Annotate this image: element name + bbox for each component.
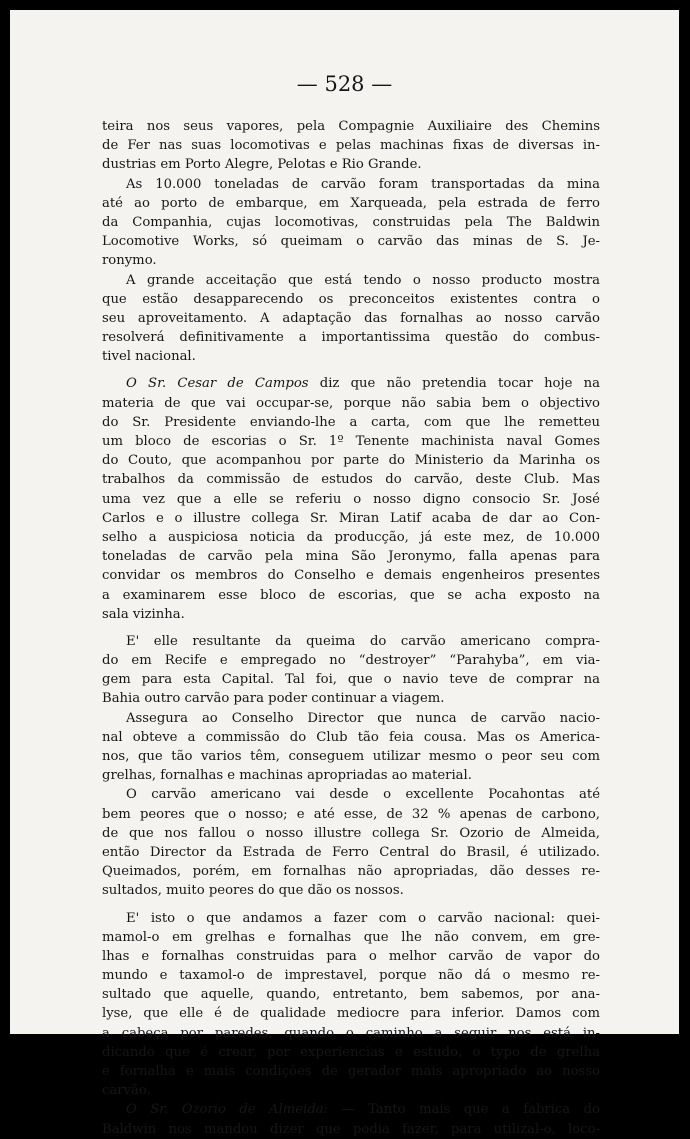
text-line: de Fer nas suas locomotivas e pelas machinas fixas de diversas in- bbox=[102, 138, 600, 154]
text-line: do Sr. Presidente enviando-lhe a carta, com que lhe remetteu bbox=[102, 414, 600, 430]
paragraph bbox=[102, 175, 600, 271]
text-line: sala vizinha. bbox=[102, 606, 185, 622]
paragraph bbox=[102, 785, 600, 900]
text-line bbox=[102, 1100, 600, 1119]
text-line: então Director da Estrada de Ferro Central do Brasil, é utilizado. bbox=[102, 844, 600, 860]
paragraph bbox=[102, 374, 600, 623]
text-line: dicando que é crear, por experiencias e estudo, o typo de grelha bbox=[102, 1044, 600, 1060]
text-line: lyse, que elle é de qualidade mediocre para inferior. Damos com bbox=[102, 1006, 600, 1022]
text-line: O carvão americano vai desde o excellente Pocahontas até bbox=[126, 787, 600, 803]
text-line: Carlos e o illustre collega Sr. Miran Latif acaba de dar ao Con- bbox=[102, 510, 600, 526]
paragraph bbox=[102, 709, 600, 786]
paragraph bbox=[102, 117, 600, 175]
text-line: seu aproveitamento. A adaptação das fornalhas ao nosso carvão bbox=[102, 310, 600, 326]
page-number: — 528 — bbox=[296, 72, 393, 96]
text-line: nos, que tão varios têm, conseguem utilizar mesmo o peor seu com bbox=[102, 749, 600, 764]
text-line: nal obteve a commissão do Club tão feia cousa. Mas os America- bbox=[102, 729, 600, 745]
text-line: da Companhia, cujas locomotivas, construidas pela The Baldwin bbox=[102, 214, 600, 230]
text-line: que estão desapparecendo os preconceitos existentes contra o bbox=[102, 291, 600, 307]
text-line: Locomotive Works, só queimam o carvão das minas de S. Je- bbox=[102, 234, 600, 250]
text-line: Queimados, porém, em fornalhas não apropriadas, dão desses re- bbox=[102, 864, 600, 880]
text-line: de que nos fallou o nosso illustre collega Sr. Ozorio de Almeida, bbox=[102, 825, 600, 841]
text-line: e fornalha e mais condições de gerador mais apropriado ao nosso bbox=[102, 1064, 600, 1079]
text-line: bem peores que o nosso; e até esse, de 32 % apenas de carbono, bbox=[102, 806, 600, 822]
text-line: uma vez que a elle se referiu o nosso digno consocio Sr. José bbox=[102, 491, 600, 507]
text-line: sultados, muito peores do que dão os nossos. bbox=[102, 883, 404, 899]
speaker-name: O Sr. Cesar de Campos bbox=[126, 376, 309, 392]
text-line: resolverá definitivamente a importantissima questão do combus- bbox=[102, 330, 600, 346]
paragraph bbox=[102, 632, 600, 709]
text-line: Assegura ao Conselho Director que nunca de carvão nacio- bbox=[126, 710, 600, 726]
text-line: carvão. bbox=[102, 1083, 151, 1099]
text-line: trabalhos da commissão de estudos do carvão, deste Club. Mas bbox=[102, 472, 600, 488]
speech-text: — Tanto mais que a fabrica do bbox=[328, 1102, 600, 1118]
paragraph bbox=[102, 1100, 600, 1138]
text-line: a examinarem esse bloco de escorias, que se acha exposto na bbox=[102, 587, 600, 603]
text-line: mundo e taxamol-o de imprestavel, porque não dá o mesmo re- bbox=[102, 968, 600, 984]
paragraph bbox=[102, 909, 600, 1101]
speaker-name: O Sr. Ozorio de Almeida: bbox=[126, 1102, 329, 1118]
body-text bbox=[102, 117, 600, 1139]
text-line: Baldwin nos mandou dizer que podia fazer, para utilizal-o, loco- bbox=[102, 1121, 600, 1137]
text-line: E' elle resultante da queima do carvão americano compra- bbox=[126, 633, 600, 649]
scanned-page bbox=[10, 10, 679, 1137]
text-line bbox=[102, 374, 600, 393]
text-line: tivel nacional. bbox=[102, 349, 196, 365]
text-line: mamol-o em grelhas e fornalhas que lhe não convem, em gre- bbox=[102, 929, 600, 945]
text-line: do Couto, que acompanhou por parte do Ministerio da Marinha os bbox=[102, 453, 600, 469]
text-line: ronymo. bbox=[102, 253, 157, 269]
text-line: E' isto o que andamos a fazer com o carvão nacional: quei- bbox=[126, 910, 600, 926]
paragraph bbox=[102, 271, 600, 367]
text-line: toneladas de carvão pela mina São Jeronymo, falla apenas para bbox=[102, 549, 600, 565]
text-line: As 10.000 toneladas de carvão foram transportadas da mina bbox=[126, 176, 600, 192]
text-line: um bloco de escorias o Sr. 1º Tenente machinista naval Gomes bbox=[102, 434, 600, 449]
text-line: grelhas, fornalhas e machinas apropriadas ao material. bbox=[102, 768, 472, 784]
text-line: materia de que vai occupar-se, porque não sabia bem o objectivo bbox=[102, 395, 600, 411]
text-line: sultado que aquelle, quando, entretanto, bem sabemos, por ana- bbox=[102, 987, 600, 1003]
text-line: lhas e fornalhas construidas para o melhor carvão de vapor do bbox=[102, 948, 600, 964]
text-line: A grande acceitação que está tendo o nosso producto mostra bbox=[126, 272, 600, 288]
text-line: dustrias em Porto Alegre, Pelotas e Rio Grande. bbox=[102, 157, 422, 173]
text-line: teira nos seus vapores, pela Compagnie Auxiliaire des Chemins bbox=[102, 119, 600, 134]
text-line: gem para esta Capital. Tal foi, que o navio teve de comprar na bbox=[102, 672, 600, 688]
text-line: convidar os membros do Conselho e demais engenheiros presentes bbox=[102, 568, 600, 584]
text-line: Bahia outro carvão para poder continuar a viagem. bbox=[102, 691, 445, 707]
text-line: a cabeça por paredes, quando o caminho a seguir nos está in- bbox=[102, 1025, 600, 1041]
text-line: selho a auspiciosa noticia da producção, já este mez, de 10.000 bbox=[102, 529, 600, 545]
text-line: até ao porto de embarque, em Xarqueada, pela estrada de ferro bbox=[102, 195, 600, 211]
speech-text: diz que não pretendia tocar hoje na bbox=[308, 376, 600, 392]
text-line: do em Recife e empregado no “destroyer” “Parahyba”, em via- bbox=[102, 653, 600, 669]
